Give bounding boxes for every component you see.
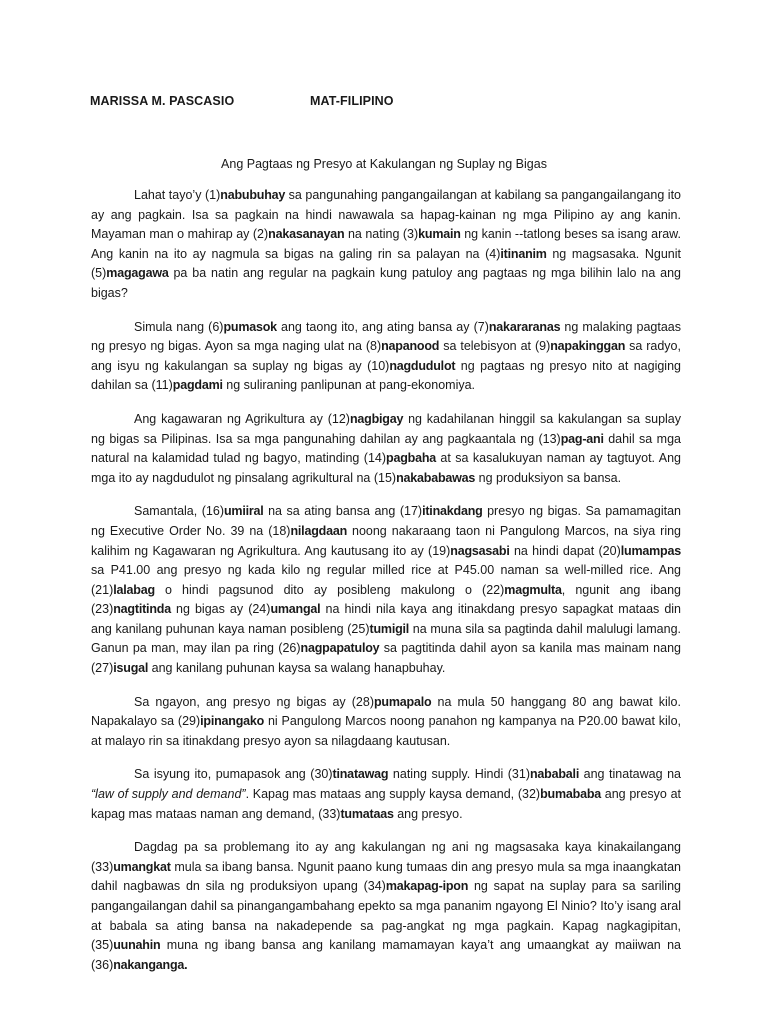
paragraph-text: ang tinatawag na: [579, 767, 682, 782]
verb-highlight: kumain: [418, 227, 461, 242]
paragraph-text: presyo ng bigas. Sa pamamagitan ng Executive Order No. 39 na (18): [91, 504, 681, 538]
verb-highlight: nababali: [530, 767, 580, 782]
paragraph-text: ang taong ito, ang ating bansa ay (7): [276, 319, 489, 334]
paragraph-text: ng sapat na suplay para sa sariling pangangailangan dahil sa pinangangambahang epekto sa mga pananim ngayong El Ninio? Ito’y isang aral at babala sa ating bansa na nakadepende sa pag-angkat ng mga pagkain. Kapag nagkagipitan, (35): [91, 879, 681, 953]
verb-highlight: nakanganga.: [113, 957, 188, 972]
paragraph-text: na muna sila sa pagtinda dahil malulugi lamang. Ganun pa man, may ilan pa ring (26): [91, 621, 681, 656]
paragraph-text: Samantala, (16): [134, 504, 224, 519]
paragraph-text: na sa ating bansa ang (17): [263, 504, 423, 519]
paragraph-text: ng malaking pagtaas ng presyo ng bigas. Ayon sa mga naging ulat na (8): [91, 319, 681, 354]
verb-highlight: nagdudulot: [389, 358, 456, 373]
verb-highlight: nakararanas: [488, 319, 561, 334]
paragraph-text: sa telebisyon at (9): [439, 339, 551, 354]
paragraph-text: ang presyo at kapag mas mataas naman ang demand, (33): [91, 787, 682, 821]
verb-highlight: pumasok: [223, 319, 277, 334]
paragraph-text: ng bigas ay (24): [170, 602, 271, 617]
paragraph-text: ng magsasaka. Ngunit (5): [91, 246, 681, 281]
verb-highlight: umiiral: [223, 504, 264, 519]
paragraph: [91, 765, 681, 824]
verb-highlight: pagbaha: [386, 451, 437, 466]
paragraph: [91, 186, 681, 304]
paragraph-text: ng produksiyon sa bansa.: [475, 470, 622, 485]
paragraph-text: Ang kagawaran ng Agrikultura ay (12): [134, 411, 350, 426]
verb-highlight: bumababa: [540, 787, 602, 802]
paragraph-text: Sa ngayon, ang presyo ng bigas ay (28): [134, 694, 374, 709]
paragraph: [91, 502, 681, 678]
verb-highlight: magmulta: [504, 582, 562, 597]
paragraph-text: Lahat tayo’y (1): [134, 188, 221, 202]
verb-highlight: nagtitinda: [113, 602, 171, 617]
paragraph-text: sa pangunahing pangangailangan at kabilang sa pangangailangang ito ay ang pagkain. Isa sa pagkain na hindi nawawala sa hapag-kainan ng mga Pilipino ay ang kanin. Mayaman man o mahirap ay (2): [91, 188, 681, 242]
essay-body: [91, 186, 681, 989]
paragraph-text: ng suliraning panlipunan at pang-ekonomiya.: [222, 378, 476, 393]
paragraph-text: ang presyo.: [393, 806, 463, 821]
verb-highlight: tinatawag: [332, 767, 389, 782]
paragraph-text: na hindi dapat (20): [509, 543, 621, 558]
verb-highlight: nagbigay: [349, 411, 404, 426]
paragraph-text: ng pagtaas ng presyo nito at nagiging dahilan sa (11): [91, 358, 681, 393]
italic-phrase: “law of supply and demand”: [91, 787, 246, 802]
paragraph: [91, 693, 681, 752]
verb-highlight: umangkat: [113, 859, 171, 874]
verb-highlight: ipinangako: [200, 714, 265, 729]
paragraph-text: na hindi nila kaya ang itinakdang presyo sapagkat mataas din ang kanilang puhunan kaya naman posibleng (25): [91, 602, 682, 636]
verb-highlight: tumataas: [340, 806, 394, 821]
paragraph-text: o hindi pagsunod dito ay posibleng makulong o (22): [154, 582, 505, 597]
verb-highlight: lalabag: [113, 582, 155, 597]
verb-highlight: napanood: [381, 339, 440, 354]
paragraph-text: . Kapag mas mataas ang supply kaysa demand, (32): [245, 787, 541, 802]
verb-highlight: makapag-ipon: [385, 879, 469, 894]
verb-highlight: pumapalo: [373, 694, 432, 709]
verb-highlight: isugal: [113, 661, 149, 676]
verb-highlight: itinakdang: [422, 504, 483, 519]
essay-title: Ang Pagtaas ng Presyo at Kakulangan ng Suplay ng Bigas: [221, 157, 547, 171]
paragraph-text: muna ng ibang bansa ang kanilang mamamayan kaya’t ang umaangkat ay maiiwan na (36): [91, 938, 681, 972]
paragraph: [91, 838, 681, 975]
paragraph-text: dahil sa mga natural na kalamidad tulad ng bagyo, matinding (14): [91, 431, 681, 466]
paragraph-text: pa ba natin ang regular na pagkain kung patuloy ang pagtaas ng mga bilihin lalo na ang bigas?: [91, 266, 681, 300]
paragraph-text: Sa isyung ito, pumapasok ang (30): [134, 767, 333, 782]
paragraph: [91, 410, 681, 488]
paragraph-text: Simula nang (6): [134, 319, 224, 334]
verb-highlight: pag-ani: [560, 431, 604, 446]
verb-highlight: nilagdaan: [290, 523, 348, 538]
verb-highlight: nabubuhay: [220, 188, 286, 202]
paragraph-text: nating supply. Hindi (31): [388, 767, 530, 782]
paragraph-text: ni Pangulong Marcos noong panahon ng kampanya na P20.00 bawat kilo, at malayo rin sa itinakdang presyo ayon sa nilagdaang kautusan.: [91, 714, 681, 748]
verb-highlight: nagsasabi: [450, 543, 510, 558]
verb-highlight: tumigil: [369, 621, 410, 636]
paragraph-text: ang kanilang puhunan kaysa sa walang hanapbuhay.: [148, 661, 446, 676]
paragraph-text: ng kanin --tatlong beses sa isang araw. Ang kanin na ito ay nagmula sa bigas na galing rin sa palayan na (4): [91, 227, 681, 261]
verb-highlight: napakinggan: [550, 339, 626, 354]
paragraph-text: Dagdag pa sa problemang ito ay ang kakulangan ng ani ng magsasaka kaya kinakailangang (33): [91, 840, 681, 874]
verb-highlight: nakababawas: [396, 470, 476, 485]
paragraph-text: sa radyo, ang isyu ng kakulangan sa suplay ng bigas ay (10): [91, 339, 681, 373]
paragraph-text: na nating (3): [344, 227, 419, 242]
verb-highlight: umangal: [270, 602, 321, 617]
paragraph: [91, 318, 681, 396]
paragraph-text: at sa kasalukuyan naman ay tagtuyot. Ang mga ito ay nagdudulot ng pinsalang agrikultural na (15): [91, 451, 681, 485]
paragraph-text: sa P41.00 ang presyo ng kada kilo ng regular milled rice at P45.00 naman sa well-milled rice. Ang (21): [91, 563, 681, 597]
verb-highlight: nagpapatuloy: [300, 641, 380, 656]
verb-highlight: lumampas: [620, 543, 681, 558]
verb-highlight: itinanim: [500, 246, 547, 261]
verb-highlight: magagawa: [106, 266, 169, 281]
verb-highlight: pagdami: [172, 378, 223, 393]
paragraph-text: mula sa ibang bansa. Ngunit paano kung tumaas din ang presyo mula sa mga inaangkatan dahil nagbawas dn sila ng produksiyon upang (34): [91, 859, 681, 894]
verb-highlight: nakasanayan: [268, 227, 345, 242]
verb-highlight: uunahin: [113, 938, 161, 953]
paragraph-text: , ngunit ang ibang (23): [91, 582, 681, 617]
subject-code: MAT-FILIPINO: [310, 94, 394, 108]
paragraph-text: na mula 50 hanggang 80 ang bawat kilo. Napakalayo sa (29): [91, 694, 681, 729]
paragraph-text: sa pagtitinda dahil ayon sa kanila mas mainam nang (27): [91, 641, 681, 676]
paragraph-text: noong nakaraang taon ni Pangulong Marcos, na siya ring kalihim ng Kagawaran ng Agrikultura. Ang kautusang ito ay (19): [91, 523, 682, 558]
paragraph-text: ng kadahilanan hinggil sa kakulangan sa suplay ng bigas sa Pilipinas. Isa sa mga pangunahing dahilan ay ang pagkaantala ng (13): [91, 411, 681, 446]
author-name: MARISSA M. PASCASIO: [90, 94, 235, 108]
